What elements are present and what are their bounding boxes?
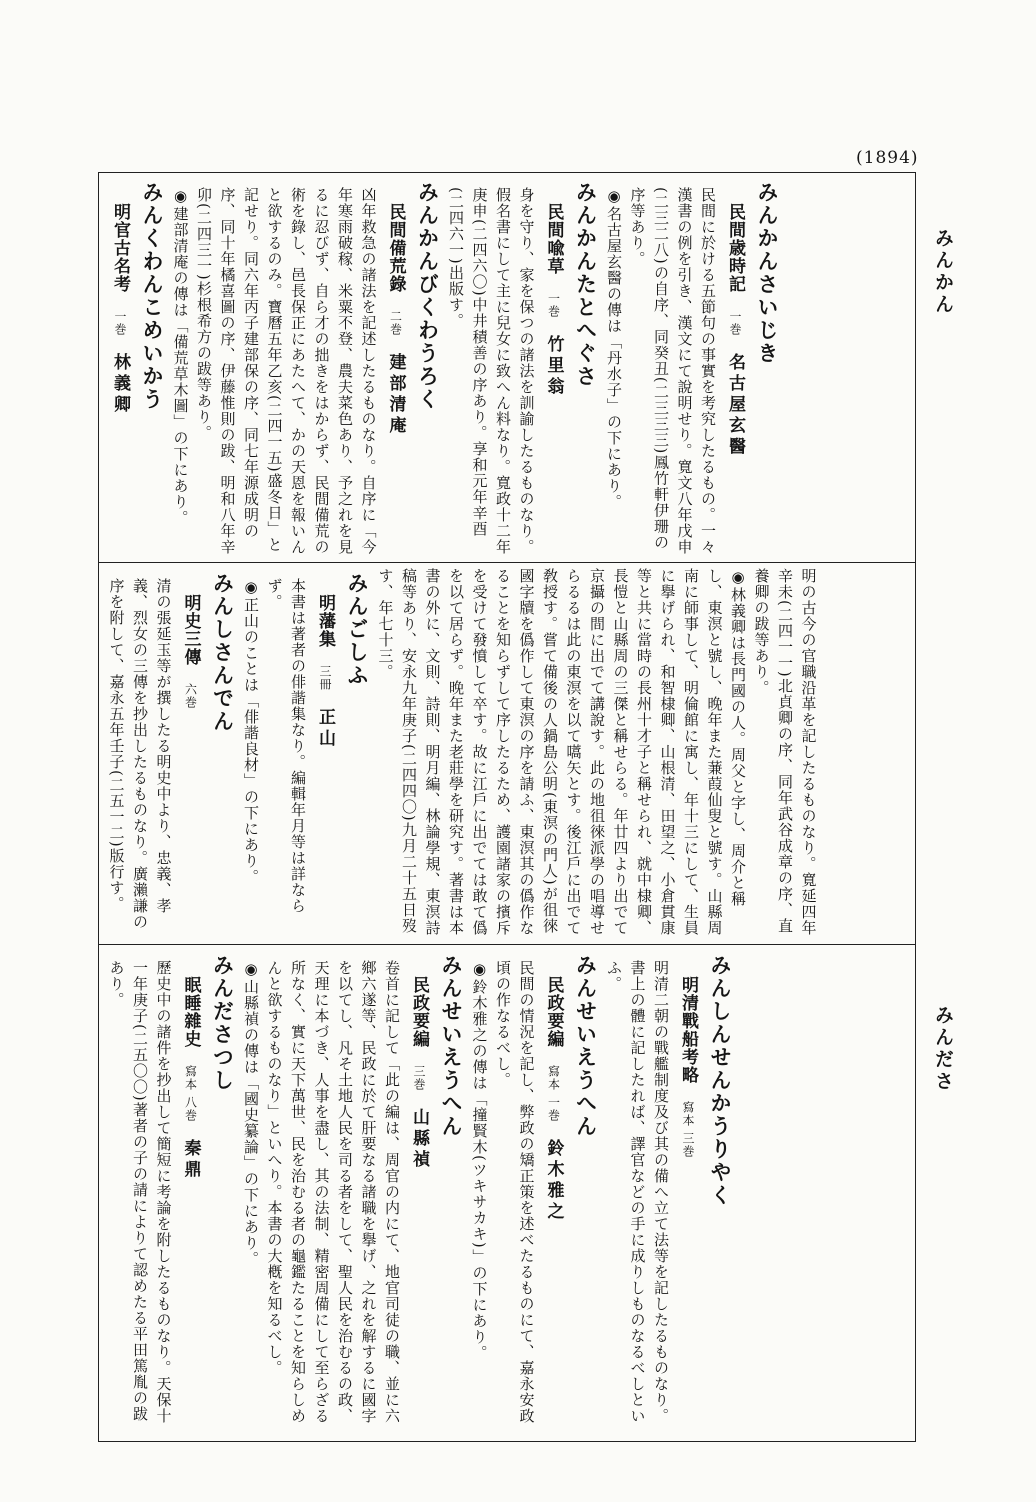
entry-author: 竹里翁 [543,335,564,398]
entry-author: 山縣禎 [409,1108,429,1171]
entry-body: 本書は著者の俳諧集なり。編輯年月等は詳ならず。 [265,578,307,914]
entry-title: 民間歳時記 [725,203,745,293]
entry-title: 明清戰船考略 [678,976,698,1084]
entry-volumes: 二巻 [388,310,403,336]
entry-note: ◉林義卿は長門國の人。周父と字し、周介と稱し、東溟と號し、晚年また蒹葭仙叟と號す。山縣周南に師事して、明倫館に寓し、年十三にして、生員に擧げられ、和智棣卿、山根清、田望之、小倉貫康等と共に當時の長州十才子と稱せられ、就中棣卿、長愷と山縣周の三傑と稱せらる。年廿四より出でて京攝の間に出でて講說す。此の地徂徠派學の唱導せらるるは此の東溟を以て嚆矢とす。後江戶に出でて敎授す。嘗て備後の人鍋島公明(東溟の門人)が徂徠國字牘を僞作して東溟の序を請ふ、東溟其の僞作なることを知らずして序したるため、護園諸家の擯斥を受けて發憤して卒す。故に江戶に出でては敢て僞を以て居らず。晚年また老莊學を研究す。著書は本書の外に、文則、詩則、明月編、林論學規、東溟詩稿等あり、安永九年庚子(二四四〇)九月二十五日歿す、年七十三。 [376,568,747,936]
entry-heading: みんかんびくわうろく [415,181,441,411]
entry-body: 民間に於ける五節句の事實を考究したるもの。一々漢書の例を引き、漢文にて說明せり。寬文八年戊申(二三二八)の自序、同癸丑(二三三三)鳳竹軒伊珊の序等あり。 [628,187,717,555]
entry-title-line [309,568,341,938]
entry-author: 正山 [315,708,335,750]
entry-note: ◉鈴木雅之の傳は「撞賢木(ツキサカキ)」の下にあり。 [470,960,489,1361]
entry-title: 明藩集 [315,594,335,648]
entry-heading: みんしんせんかうりやく [708,954,733,1207]
entry-title: 明史三傳 [180,594,201,666]
tier-middle-text [104,568,820,938]
entry-note: ◉正山のことは「俳諧良材」の下にあり。 [242,578,260,885]
entry-note: ◉山縣禎の傳は「國史纂論」の下にあり。 [242,960,260,1267]
entry-title: 眠睡雜史 [180,976,201,1048]
entry-heading: みんかんさいじき [755,181,780,365]
entry-body: 民間の情況を記し、弊政の矯正策を述べたるものにて、嘉永安政頃の作なるべし。 [494,960,536,1424]
entry-title: 民政要編 [409,976,429,1048]
entry-title-line [175,950,207,1436]
entry-heading: みんせいえうへん [439,954,464,1138]
entry-author: 建部清庵 [385,353,406,437]
page-number: (1894) [856,148,919,168]
entry-title-line [538,177,570,555]
entry-body: 清の張延玉等が撰したる明史中より、忠義、孝義、烈女の三傳を抄出したるものなり。廣瀨謙の序を附して、嘉永五年壬子(二五一二)版行す。 [107,578,173,930]
entry-title-line [719,177,751,555]
entry-body: 歷史中の諸件を抄出して簡短に考論を附したるものなり。天保十一年庚子(二五〇〇)著者の子の請によりて認めたる平田篤胤の跋あり。 [107,960,173,1424]
entry-body: 身を守り、家を保つの諸法を訓諭したるものなり。假名書にして主に兒女に致へん料なり。寬政十二年庚申(二四六〇)中井積善の序あり。享和元年辛酉(二四六一)出版す。 [447,187,536,555]
entry-title: 民政要編 [543,976,564,1048]
entry-heading: みんくわんこめいかう [140,181,165,411]
entry-volumes: 寫本 三巻 [681,1101,695,1158]
entry-author: 鈴木雅之 [543,1138,564,1223]
entry-heading: みんださつし [210,954,236,1092]
entry-volumes: 一巻 [546,292,561,318]
entry-volumes: 一巻 [113,310,127,336]
tier-bottom-text [104,950,736,1436]
tier-divider-upper [98,562,916,563]
entry-title-line [380,177,412,555]
entry-body: 卷首に記して「此の編は、周官の内にて、地官司徒の職、並に六鄉六遂等、民政に於て肝要なる諸職を擧げ、之れを解するに國字を以てし、凡そ土地人民を司る者をして、聖人民を治むるの政、天理に本づき、人事を盡し、其の法制、精密周備にして至らざる所なく、實に天下萬世、民を治むる者の龜鑑たることを知らしめんと欲するものなり」といへり。本書の大槪を知るべし。 [265,960,401,1424]
entry-title-line [538,950,570,1436]
entry-body: 凶年救急の諸法を記述したるものなり。自序に「今年寒雨破稼、米粟不登、農夫菜色あり、予之れを見るに忍びず、自ら才の拙きをはからず、民間備荒の術を錄し、邑長保正にあたへて、かの天恩を報いんと欲するのみ。寶曆五年乙亥(二四一五)盛冬日」と記せり。同六年丙子建部保の序、同七年源成明の序、同十年橘喜圖の序、伊藤惟則の跋、明和八年辛卯(二四三一)杉根希方の跋等あり。 [195,187,378,555]
entry-title-line [403,950,435,1436]
tier-middle [104,568,908,938]
side-label-bottom: みんださ [932,1005,954,1093]
entry-volumes: 六巻 [183,683,198,709]
tier-divider-lower [98,944,916,945]
tier-top-text [104,177,783,555]
entry-title-line [672,950,704,1436]
entry-body: 明清二朝の戰艦制度及び其の備へ立て法等を記したるものなり。書上の體に記したれば、譯官などの手に成りしものなるべしといふ。 [605,960,670,1424]
entry-heading: みんしさんでん [210,572,236,733]
entry-author: 名古屋玄醫 [725,353,745,458]
entry-title-line [104,177,136,555]
entry-author: 秦鼎 [180,1138,201,1181]
entry-title: 民間備荒錄 [385,203,406,293]
entry-volumes: 三巻 [412,1065,426,1091]
side-label-top: みんかん [932,228,954,316]
entry-title-line [175,568,207,938]
entry-heading: みんごしふ [345,572,370,687]
entry-body: 明の古今の官職沿革を記したるものなり。寬延四年辛未(二四一一)北貞卿の序、同年武谷成章の序、直養卿の跋等あり。 [752,568,818,936]
entry-volumes: 三冊 [318,665,332,691]
entry-volumes: 寫本 一巻 [546,1065,561,1122]
entry-heading: みんかんたとへぐさ [573,181,599,388]
entry-volumes: 寫本 八巻 [183,1065,198,1122]
tier-bottom [104,950,908,1436]
entry-author: 林義卿 [110,353,130,416]
entry-title: 民間喩草 [543,203,564,275]
entry-volumes: 一巻 [728,310,742,336]
entry-note: ◉建部清庵の傳は「備荒草木圖」の下にあり。 [171,187,190,526]
entry-note: ◉名古屋玄醫の傳は「丹水子」の下にあり。 [605,187,623,510]
tier-top [104,177,908,555]
entry-heading: みんせいえうへん [573,954,599,1138]
entry-title: 明官古名考 [110,203,130,293]
